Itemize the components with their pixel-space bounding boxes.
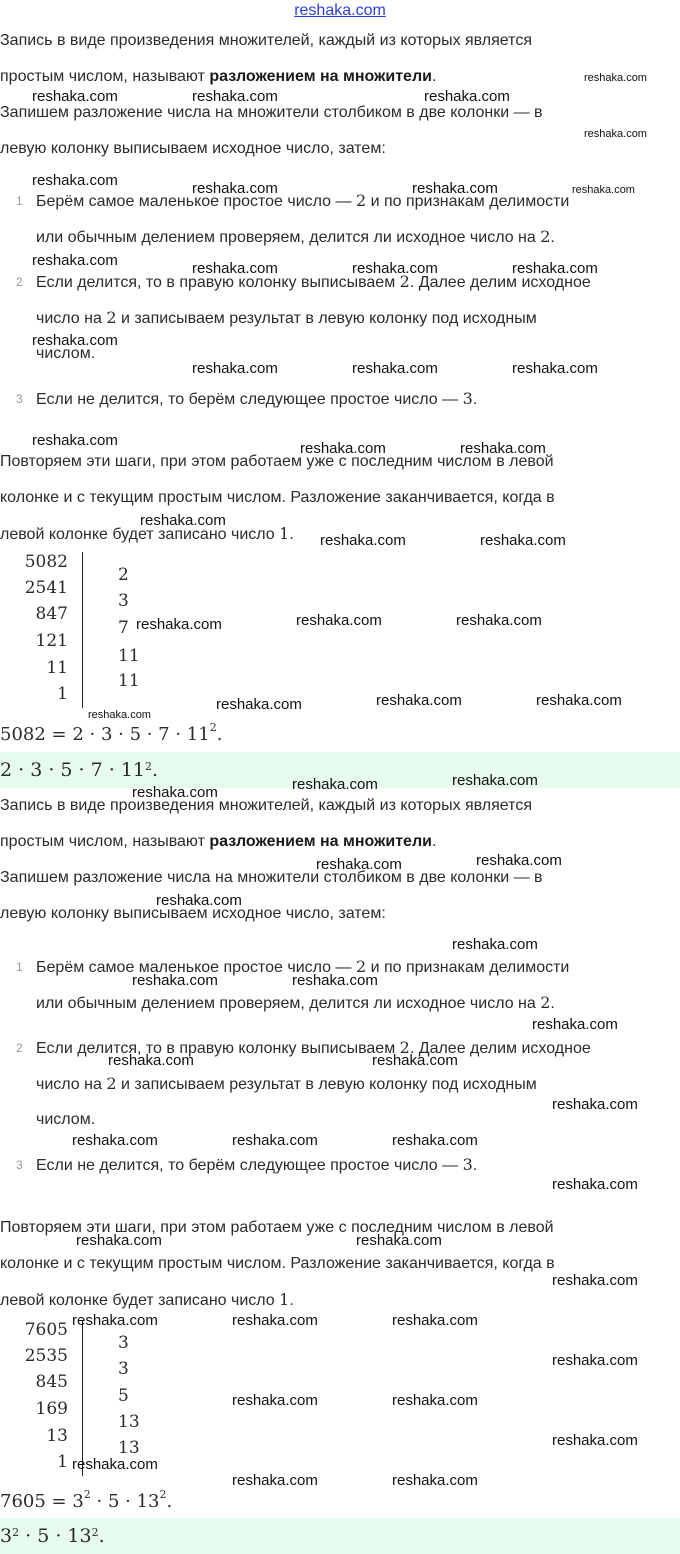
dividend-cell: 2535 [24, 1346, 68, 1366]
repeat-line-3: левой колонке будет записано число 1. [0, 1290, 294, 1309]
dividend-cell: 169 [35, 1399, 68, 1419]
watermark: reshaka.com [132, 972, 218, 989]
dividend-cell: 11 [46, 658, 68, 678]
dividend-cell: 5082 [24, 552, 68, 572]
table-divider [82, 1320, 83, 1476]
watermark: reshaka.com [72, 1312, 158, 1329]
repeat-line-3: левой колонке будет записано число 1. [0, 524, 294, 543]
step-number: 3 [16, 392, 23, 406]
formula-2: $7605 = 3^2 \cdot 5 \cdot 13^2$. [0, 1488, 173, 1512]
watermark: reshaka.com [552, 1272, 638, 1289]
term-bold: разложением на множители [209, 833, 432, 850]
watermark: reshaka.com [352, 260, 438, 277]
watermark: reshaka.com [392, 1472, 478, 1489]
watermark: reshaka.com [452, 772, 538, 789]
watermark: reshaka.com [192, 360, 278, 377]
watermark: reshaka.com [424, 88, 510, 105]
watermark: reshaka.com [352, 360, 438, 377]
watermark: reshaka.com [584, 128, 647, 140]
divisor-cell: 11 [118, 671, 140, 691]
watermark: reshaka.com [232, 1312, 318, 1329]
watermark: reshaka.com [512, 260, 598, 277]
intro-line-4: левую колонку выписываем исходное число, затем: [0, 140, 386, 157]
intro-line-3: Запишем разложение числа на множители столбиком в две колонки — в [0, 104, 543, 121]
watermark: reshaka.com [476, 852, 562, 869]
watermark: reshaka.com [552, 1432, 638, 1449]
watermark: reshaka.com [536, 692, 622, 709]
watermark: reshaka.com [72, 1456, 158, 1473]
dividend-cell: 845 [35, 1372, 68, 1392]
watermark: reshaka.com [76, 1232, 162, 1249]
watermark: reshaka.com [232, 1132, 318, 1149]
intro-line-1: Запись в виде произведения множителей, каждый из которых является [0, 797, 532, 814]
intro-line-4: левую колонку выписываем исходное число, затем: [0, 905, 386, 922]
dividend-cell: 7605 [24, 1320, 68, 1340]
step-number: 3 [16, 1158, 23, 1172]
dividend-cell: 121 [35, 631, 68, 651]
watermark: reshaka.com [232, 1392, 318, 1409]
term-bold: разложением на множители [209, 68, 432, 85]
repeat-line-2: колонке и с текущим простым числом. Разложение заканчивается, когда в [0, 1255, 555, 1272]
watermark: reshaka.com [32, 88, 118, 105]
watermark: reshaka.com [480, 532, 566, 549]
answer-1: $2 \cdot 3 \cdot 5 \cdot 7 \cdot 11^2$. [0, 752, 680, 788]
watermark: reshaka.com [412, 180, 498, 197]
watermark: reshaka.com [32, 252, 118, 269]
answer-2: $3^2 \cdot 5 \cdot 13^2$. [0, 1518, 680, 1554]
table-divider [82, 552, 83, 708]
divisor-cell: 3 [118, 1333, 129, 1353]
step-number: 1 [16, 194, 23, 208]
divisor-cell: 11 [118, 646, 140, 666]
divisor-cell: 7 [118, 618, 129, 638]
watermark: reshaka.com [292, 972, 378, 989]
divisor-cell: 3 [118, 591, 129, 611]
divisor-cell: 13 [118, 1412, 140, 1432]
watermark: reshaka.com [216, 696, 302, 713]
watermark: reshaka.com [316, 856, 402, 873]
watermark: reshaka.com [512, 360, 598, 377]
step-number: 2 [16, 275, 23, 289]
divisor-cell: 2 [118, 565, 129, 585]
repeat-line-2: колонке и с текущим простым числом. Разложение заканчивается, когда в [0, 489, 555, 506]
dividend-cell: 13 [46, 1426, 68, 1446]
divisor-cell: 13 [118, 1438, 140, 1458]
repeat-line-1: Повторяем эти шаги, при этом работаем уже с последним числом в левой [0, 1219, 554, 1236]
intro-line-3: Запишем разложение числа на множители столбиком в две колонки — в [0, 869, 543, 886]
watermark: reshaka.com [452, 936, 538, 953]
watermark: reshaka.com [372, 1052, 458, 1069]
watermark: reshaka.com [192, 180, 278, 197]
site-header-link[interactable]: reshaka.com [294, 2, 386, 19]
watermark: reshaka.com [552, 1352, 638, 1369]
watermark: reshaka.com [132, 784, 218, 801]
watermark: reshaka.com [192, 260, 278, 277]
step-number: 1 [16, 960, 23, 974]
watermark: reshaka.com [392, 1392, 478, 1409]
watermark: reshaka.com [572, 184, 635, 196]
watermark: reshaka.com [392, 1312, 478, 1329]
watermark: reshaka.com [192, 88, 278, 105]
watermark: reshaka.com [88, 709, 151, 721]
watermark: reshaka.com [292, 776, 378, 793]
watermark: reshaka.com [392, 1132, 478, 1149]
watermark: reshaka.com [584, 72, 647, 84]
watermark: reshaka.com [356, 1232, 442, 1249]
watermark: reshaka.com [552, 1096, 638, 1113]
intro-line-2: простым числом, называют разложением на множители. [0, 68, 437, 85]
divisor-cell: 5 [118, 1386, 129, 1406]
formula-1: $5082 = 2 \cdot 3 \cdot 5 \cdot 7 \cdot 11^2$. [0, 721, 223, 745]
watermark: reshaka.com [552, 1176, 638, 1193]
watermark: reshaka.com [320, 532, 406, 549]
watermark: reshaka.com [460, 440, 546, 457]
dividend-cell: 1 [57, 684, 68, 704]
watermark: reshaka.com [156, 892, 242, 909]
intro-line-1: Запись в виде произведения множителей, каждый из которых является [0, 32, 532, 49]
watermark: reshaka.com [136, 616, 222, 633]
watermark: reshaka.com [456, 612, 542, 629]
watermark: reshaka.com [532, 1016, 618, 1033]
watermark: reshaka.com [376, 692, 462, 709]
watermark: reshaka.com [140, 512, 226, 529]
watermark: reshaka.com [108, 1052, 194, 1069]
watermark: reshaka.com [296, 612, 382, 629]
dividend-cell: 847 [35, 604, 68, 624]
divisor-cell: 3 [118, 1359, 129, 1379]
repeat-line-1: Повторяем эти шаги, при этом работаем уже с последним числом в левой [0, 453, 554, 470]
watermark: reshaka.com [232, 1472, 318, 1489]
watermark: reshaka.com [32, 432, 118, 449]
dividend-cell: 1 [57, 1452, 68, 1472]
watermark: reshaka.com [300, 440, 386, 457]
watermark: reshaka.com [72, 1132, 158, 1149]
watermark: reshaka.com [32, 332, 118, 349]
watermark: reshaka.com [32, 172, 118, 189]
step-number: 2 [16, 1041, 23, 1055]
dividend-cell: 2541 [24, 578, 68, 598]
intro-line-2: простым числом, называют разложением на множители. [0, 833, 437, 850]
